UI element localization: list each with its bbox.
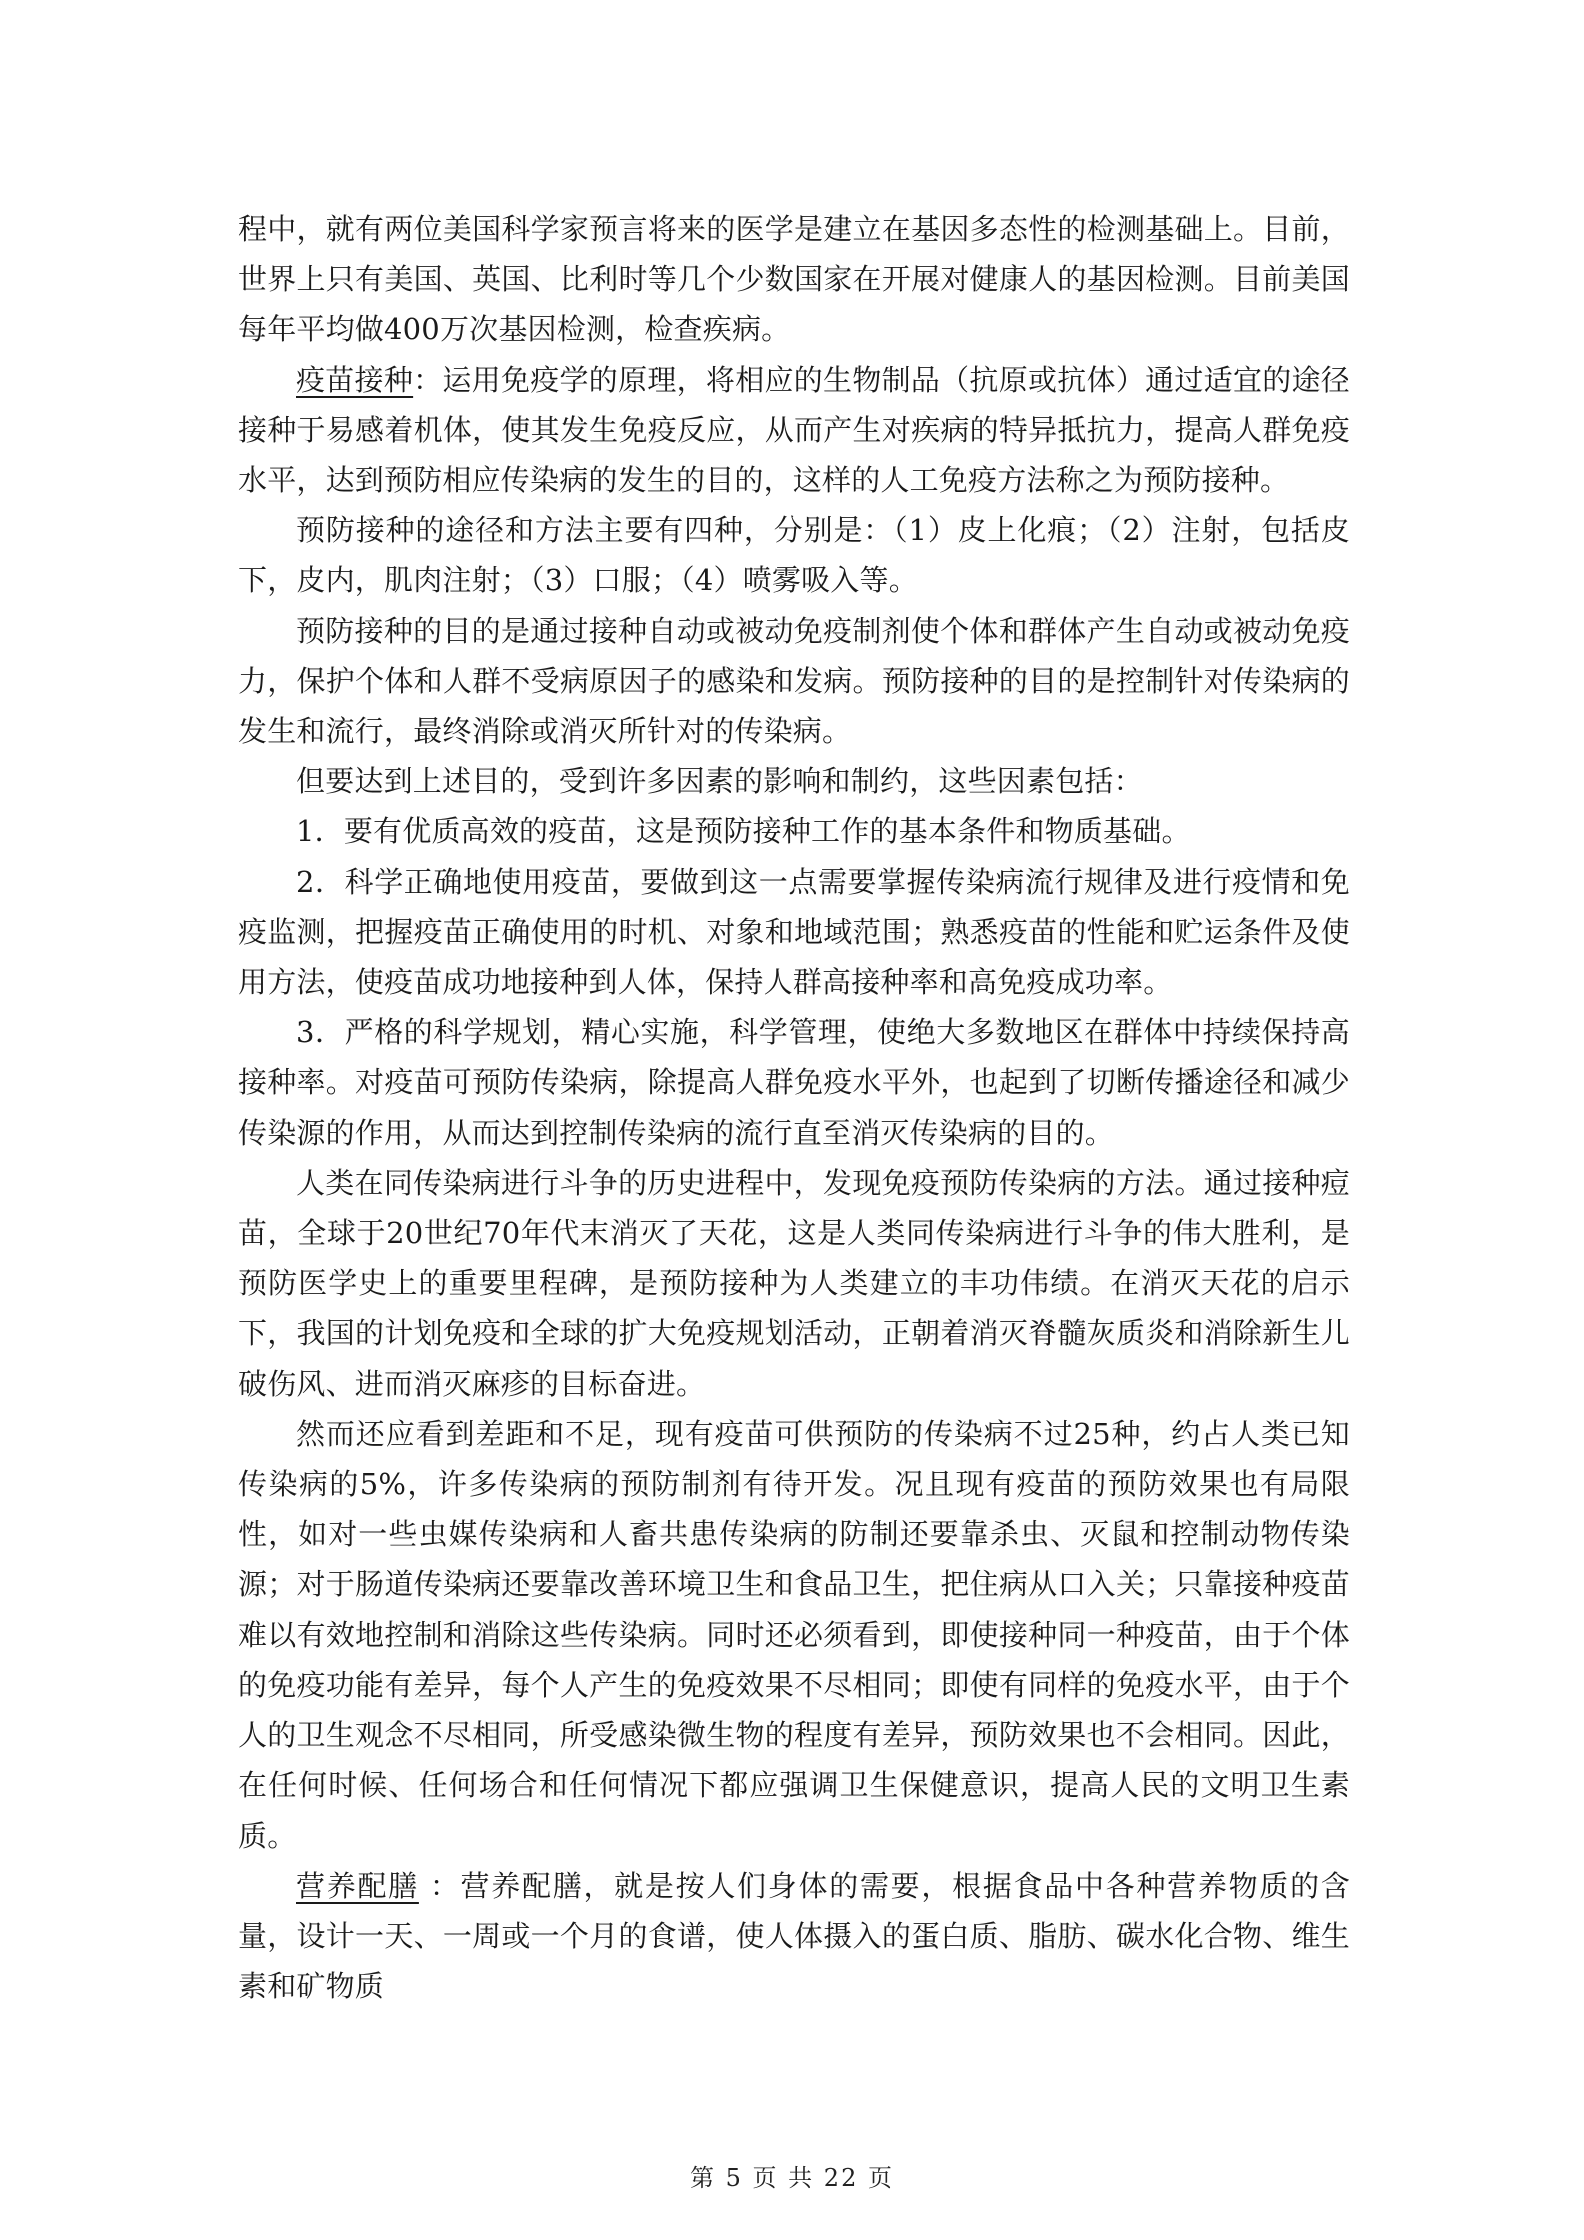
- term-vaccination: 疫苗接种: [296, 362, 414, 397]
- list-item-2: 2．科学正确地使用疫苗，要做到这一点需要掌握传染病流行规律及进行疫情和免疫监测，把握疫苗正确使用的时机、对象和地域范围；熟悉疫苗的性能和贮运条件及使用方法，使疫苗成功地接种到人体，保持人群高接种率和高免疫成功率。: [238, 864, 1350, 1000]
- paragraph-history: 人类在同传染病进行斗争的历史进程中，发现免疫预防传染病的方法。通过接种痘苗，全球于20世纪70年代末消灭了天花，这是人类同传染病进行斗争的伟大胜利，是预防医学史上的重要里程碑，是预防接种为人类建立的丰功伟绩。在消灭天花的启示下，我国的计划免疫和全球的扩大免疫规划活动，正朝着消灭脊髓灰质炎和消除新生儿破伤风、进而消灭麻疹的目标奋进。: [238, 1165, 1350, 1401]
- page-number-footer: 第 5 页 共 22 页: [690, 2164, 894, 2192]
- paragraph-factors-intro: 但要达到上述目的，受到许多因素的影响和制约，这些因素包括：: [296, 764, 1143, 799]
- paragraph-methods: 预防接种的途径和方法主要有四种，分别是：（1）皮上化痕；（2）注射，包括皮下，皮内，肌肉注射；（3）口服；（4）喷雾吸入等。: [238, 513, 1350, 598]
- document-body: [238, 204, 1350, 2011]
- paragraph-vaccination: 疫苗接种：运用免疫学的原理，将相应的生物制品（抗原或抗体）通过适宜的途径接种于易感着机体，使其发生免疫反应，从而产生对疾病的特异抵抗力，提高人群免疫水平，达到预防相应传染病的发生的目的，这样的人工免疫方法称之为预防接种。: [238, 362, 1350, 498]
- paragraph-limitations: 然而还应看到差距和不足，现有疫苗可供预防的传染病不过25种，约占人类已知传染病的5%，许多传染病的预防制剂有待开发。况且现有疫苗的预防效果也有局限性，如对一些虫媒传染病和人畜共患传染病的防制还要靠杀虫、灭鼠和控制动物传染源；对于肠道传染病还要靠改善环境卫生和食品卫生，把住病从口入关；只靠接种疫苗难以有效地控制和消除这些传染病。同时还必须看到，即使接种同一种疫苗，由于个体的免疫功能有差异，每个人产生的免疫效果不尽相同；即使有同样的免疫水平，由于个人的卫生观念不尽相同，所受感染微生物的程度有差异，预防效果也不会相同。因此，在任何时候、任何场合和任何情况下都应强调卫生保健意识，提高人民的文明卫生素质。: [238, 1416, 1350, 1853]
- list-item-3: 3．严格的科学规划，精心实施，科学管理，使绝大多数地区在群体中持续保持高接种率。对疫苗可预防传染病，除提高人群免疫水平外，也起到了切断传播途径和减少传染源的作用，从而达到控制传染病的流行直至消灭传染病的目的。: [238, 1015, 1350, 1150]
- term-nutrition: 营养配膳: [296, 1868, 419, 1903]
- paragraph-purpose: 预防接种的目的是通过接种自动或被动免疫制剂使个体和群体产生自动或被动免疫力，保护个体和人群不受病原因子的感染和发病。预防接种的目的是控制针对传染病的发生和流行，最终消除或消灭所针对的传染病。: [238, 613, 1350, 749]
- list-item-1: 1．要有优质高效的疫苗，这是预防接种工作的基本条件和物质基础。: [296, 814, 1191, 849]
- paragraph-nutrition: 营养配膳 ：营养配膳，就是按人们身体的需要，根据食品中各种营养物质的含量，设计一天、一周或一个月的食谱，使人体摄入的蛋白质、脂肪、碳水化合物、维生素和矿物质: [238, 1868, 1350, 2004]
- paragraph-continuation: 程中，就有两位美国科学家预言将来的医学是建立在基因多态性的检测基础上。目前，世界上只有美国、英国、比利时等几个少数国家在开展对健康人的基因检测。目前美国每年平均做400万次基因检测，检查疾病。: [238, 212, 1350, 347]
